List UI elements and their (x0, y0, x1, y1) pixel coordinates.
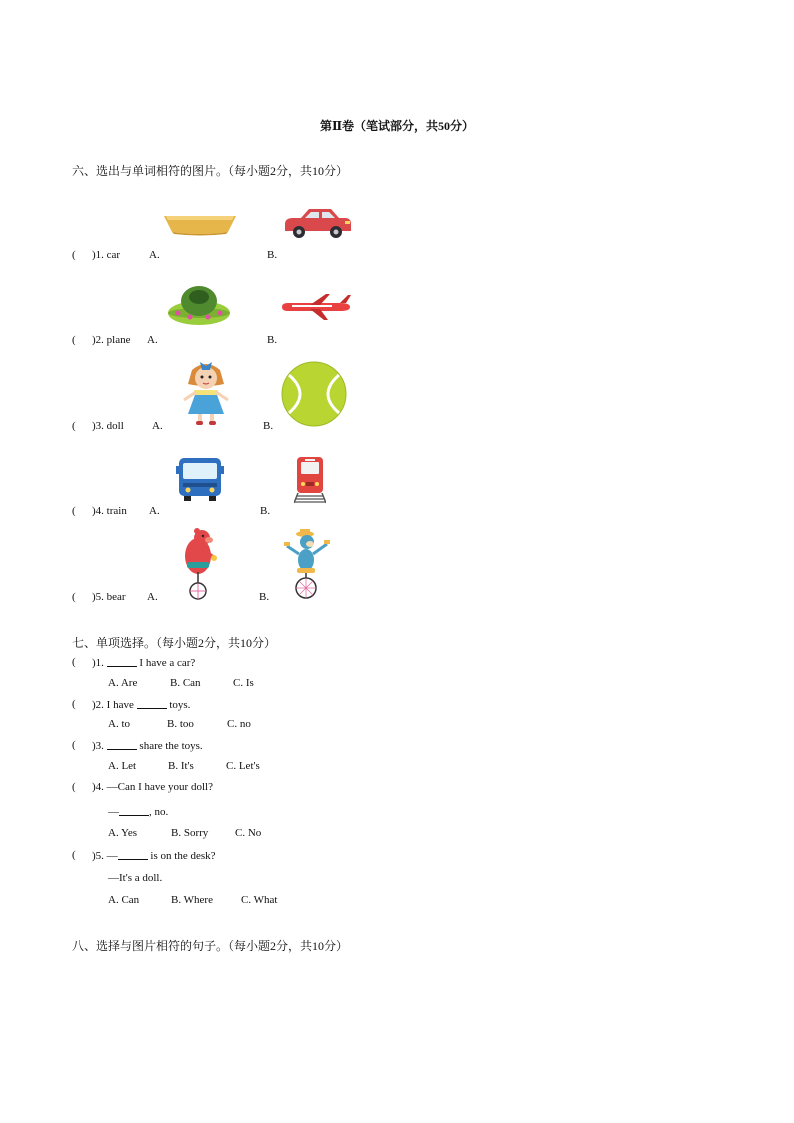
page-title: 第Ⅱ卷（笔试部分，共50分） (319, 119, 475, 133)
s7-q2-option-a: A. to (108, 718, 130, 730)
s7-q5-reply: —It's a doll. (108, 872, 163, 884)
section-8-heading: 八、选择与图片相符的句子。（每小题2分，共10分） (72, 939, 349, 953)
car-image (281, 206, 353, 240)
q4-paren: ( (72, 505, 76, 517)
bus-image (176, 456, 224, 502)
q1-option-a: A. (149, 249, 160, 261)
s7-q3-option-b: B. It's (168, 760, 194, 772)
s7-q4-stem: )4. —Can I have your doll? (92, 781, 213, 793)
s7-q5-option-a: A. Can (108, 894, 140, 906)
ufo-image (166, 283, 232, 329)
q3-option-b: B. (263, 420, 274, 432)
s7-q2-option-b: B. too (167, 718, 194, 730)
q1-option-b: B. (267, 249, 278, 261)
answer-blank (107, 656, 137, 667)
q3-option-a: A. (152, 420, 163, 432)
q2-option-a: A. (147, 334, 158, 346)
s7-q1-paren: ( (72, 656, 76, 668)
q4-option-a: A. (149, 505, 160, 517)
s7-q4-option-a: A. Yes (108, 827, 138, 839)
doll-image (178, 358, 234, 428)
q5-paren: ( (72, 591, 76, 603)
s7-q1-stem: )1. I have a car? (92, 657, 196, 669)
s7-q1-option-a: A. Are (108, 677, 138, 689)
boat-image (162, 210, 238, 236)
s7-q2-paren: ( (72, 698, 76, 710)
s7-q3-paren: ( (72, 739, 76, 751)
q4-word: )4. train (92, 505, 127, 517)
train-image (294, 456, 326, 504)
q2-paren: ( (72, 334, 76, 346)
section-7-heading: 七、单项选择。（每小题2分，共10分） (72, 636, 277, 650)
s7-q4-option-c: C. No (235, 827, 262, 839)
answer-blank (119, 805, 149, 816)
q1-word: )1. car (92, 249, 121, 261)
s7-q4-paren: ( (72, 781, 76, 793)
unicycle-monkey-image (283, 528, 331, 600)
s7-q5-stem: )5. — is on the desk? (92, 850, 216, 862)
s7-q2-option-c: C. no (227, 718, 251, 730)
q2-option-b: B. (267, 334, 278, 346)
section-6-heading: 六、选出与单词相符的图片。（每小题2分，共10分） (72, 164, 349, 178)
s7-q3-option-c: C. Let's (226, 760, 260, 772)
tennis-ball-image (281, 361, 347, 427)
s7-q1-option-c: C. Is (233, 677, 254, 689)
s7-q5-paren: ( (72, 849, 76, 861)
s7-q4-option-b: B. Sorry (171, 827, 209, 839)
q5-option-a: A. (147, 591, 158, 603)
q5-option-b: B. (259, 591, 270, 603)
s7-q4-reply: — , no. (108, 806, 169, 818)
q3-word: )3. doll (92, 420, 124, 432)
q1-paren: ( (72, 249, 76, 261)
plane-image (280, 292, 352, 322)
q2-word: )2. plane (92, 334, 131, 346)
s7-q5-option-b: B. Where (171, 894, 213, 906)
q3-paren: ( (72, 420, 76, 432)
s7-q5-option-c: C. What (241, 894, 278, 906)
answer-blank (118, 849, 148, 860)
s7-q1-option-b: B. Can (170, 677, 201, 689)
q5-word: )5. bear (92, 591, 126, 603)
unicycle-bear-image (178, 528, 220, 600)
answer-blank (137, 698, 167, 709)
s7-q3-option-a: A. Let (108, 760, 137, 772)
q4-option-b: B. (260, 505, 271, 517)
s7-q2-stem: )2. I have toys. (92, 699, 191, 711)
s7-q3-stem: )3. share the toys. (92, 740, 203, 752)
answer-blank (107, 739, 137, 750)
